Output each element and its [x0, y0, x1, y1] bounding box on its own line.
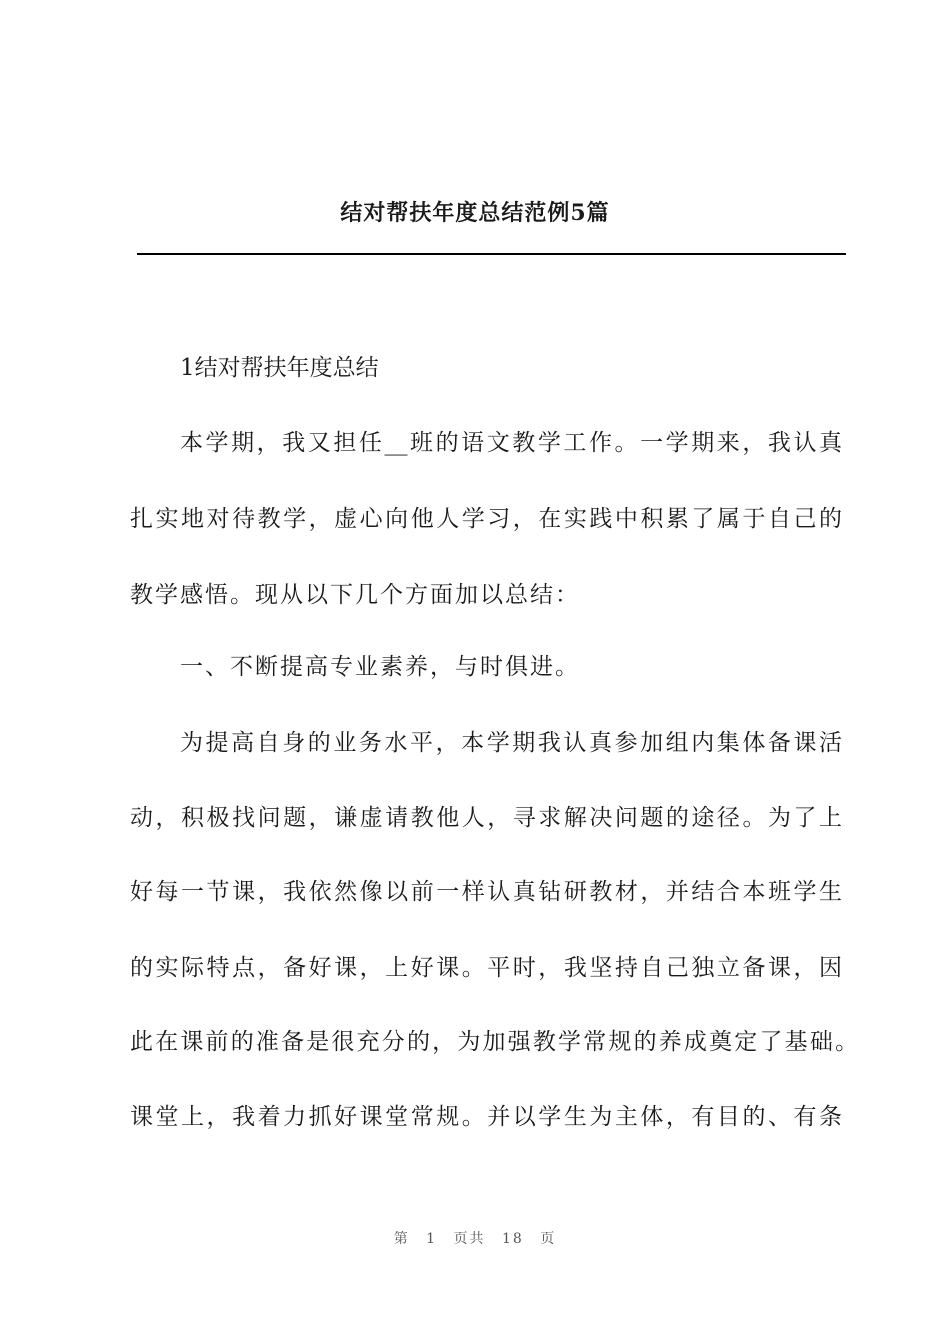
- paragraph-line: 扎实地对待教学，虚心向他人学习，在实践中积累了属于自己的: [130, 506, 842, 532]
- paragraph-line: 为提高自身的业务水平，本学期我认真参加组内集体备课活: [180, 730, 842, 756]
- paragraph-line: 此在课前的准备是很充分的，为加强教学常规的养成奠定了基础。: [130, 1029, 858, 1055]
- document-title: 结对帮扶年度总结范例5篇: [340, 200, 610, 226]
- section-heading: 1结对帮扶年度总结: [180, 355, 379, 381]
- page-number-footer: 第 1 页共 18 页: [393, 1231, 557, 1247]
- paragraph-line: 课堂上，我着力抓好课堂常规。并以学生为主体，有目的、有条: [130, 1104, 842, 1130]
- paragraph-line: 教学感悟。现从以下几个方面加以总结：: [130, 582, 580, 608]
- paragraph-line: 的实际特点，备好课，上好课。平时，我坚持自己独立备课，因: [130, 955, 842, 981]
- paragraph-line: 好每一节课，我依然像以前一样认真钻研教材，并结合本班学生: [130, 879, 842, 905]
- title-divider: [137, 253, 846, 255]
- subheading-line: 一、不断提高专业素养，与时俱进。: [180, 654, 580, 680]
- paragraph-line: 本学期，我又担任__班的语文教学工作。一学期来，我认真: [180, 430, 842, 456]
- paragraph-line: 动，积极找问题，谦虚请教他人，寻求解决问题的途径。为了上: [130, 805, 842, 831]
